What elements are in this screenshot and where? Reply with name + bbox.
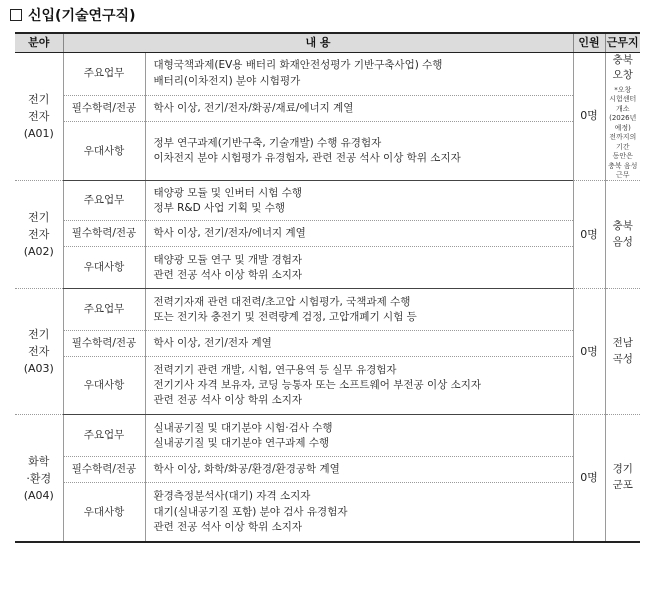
field-line: 화학 <box>28 454 50 468</box>
table-row <box>15 221 640 247</box>
location-note-line: 예정) <box>614 123 631 132</box>
location-note-line: (2026년 <box>609 114 637 123</box>
content-line: 학사 이상, 전기/전자 계열 <box>153 337 272 350</box>
content-line: 대형국책과제(EV용 배터리 화재안전성평가 기반구축사업) 수행 <box>153 59 443 72</box>
category-label: 필수학력/전공 <box>63 457 145 483</box>
category-label: 필수학력/전공 <box>63 221 145 247</box>
content-line: 대기(실내공기질 포함) 분야 검사 유경험자 <box>153 505 348 518</box>
category-label: 필수학력/전공 <box>63 95 145 121</box>
content-cell <box>145 247 573 289</box>
field-line: 전기 <box>28 92 50 106</box>
category-label: 우대사항 <box>63 121 145 180</box>
field-line: 전기 <box>28 328 50 342</box>
location-line: 군포 <box>612 479 633 492</box>
category-label: 우대사항 <box>63 483 145 542</box>
work-location <box>605 289 640 415</box>
location-note-line: 전까지의 <box>609 133 637 142</box>
location-note <box>606 86 641 180</box>
location-line: 충북 <box>612 53 633 66</box>
location-line: 경기 <box>612 463 633 476</box>
category-label: 우대사항 <box>63 357 145 415</box>
location-line: 음성 <box>612 235 633 248</box>
staff-count: 0명 <box>573 289 605 415</box>
field-line: ·환경 <box>26 471 52 485</box>
content-cell <box>145 331 573 357</box>
content-line: 태양광 모듈 및 인버터 시험 수행 <box>153 186 303 199</box>
table-row <box>15 357 640 415</box>
table-row <box>15 247 640 289</box>
content-line: 관련 전공 석사 이상 학위 소지자 <box>153 394 303 407</box>
location-line: 오창 <box>612 69 633 82</box>
content-line: 환경측정분석사(대기) 자격 소지자 <box>153 490 311 503</box>
field-line: (A04) <box>23 488 54 502</box>
table-row <box>15 331 640 357</box>
checkbox-square-icon <box>10 9 22 21</box>
header-content: 내 용 <box>63 33 573 52</box>
recruitment-table <box>15 32 640 543</box>
work-location <box>605 52 640 181</box>
content-line: 전기기사 자격 보유자, 코딩 능통자 또는 소프트웨어 부전공 이상 소지자 <box>153 379 482 392</box>
field-cell <box>15 181 63 289</box>
location-note-line: 기간 <box>615 142 630 151</box>
location-note-line: 동안은 <box>612 152 633 161</box>
location-line: 전남 <box>612 337 633 350</box>
location-note-line: 개소 <box>615 104 630 113</box>
content-line: 정부 R&D 사업 기획 및 수행 <box>153 201 286 214</box>
location-note-line: 근무 <box>615 170 630 179</box>
content-cell <box>145 357 573 415</box>
content-line: 또는 전기차 충전기 및 전력량계 검정, 고압개폐기 시험 등 <box>153 310 417 323</box>
content-line: 전력기기 관련 개발, 시험, 연구용역 등 실무 유경험자 <box>153 364 397 377</box>
content-cell <box>145 289 573 331</box>
field-line: 전자 <box>28 228 50 242</box>
section-title-text: 신입(기술연구직) <box>28 8 136 24</box>
content-line: 이차전지 분야 시험평가 유경험자, 관련 전공 석사 이상 학위 소지자 <box>153 152 461 165</box>
content-cell <box>145 52 573 95</box>
content-line: 학사 이상, 전기/전자/에너지 계열 <box>153 227 306 240</box>
content-line: 학사 이상, 화학/화공/환경/환경공학 계열 <box>153 463 340 476</box>
table-row <box>15 181 640 221</box>
table-row <box>15 52 640 95</box>
field-line: (A01) <box>23 126 54 140</box>
content-cell <box>145 457 573 483</box>
content-line: 배터리(이차전지) 분야 시험평가 <box>153 74 301 87</box>
work-location <box>605 415 640 542</box>
content-line: 태양광 모듈 연구 및 개발 경험자 <box>153 253 303 266</box>
field-line: 전자 <box>28 345 50 359</box>
table-row <box>15 457 640 483</box>
table-body <box>15 52 640 542</box>
field-cell <box>15 289 63 415</box>
staff-count: 0명 <box>573 52 605 181</box>
table-header-row <box>15 33 640 52</box>
header-field: 분야 <box>15 33 63 52</box>
category-label: 주요업무 <box>63 415 145 457</box>
category-label: 우대사항 <box>63 247 145 289</box>
content-line: 관련 전공 석사 이상 학위 소지자 <box>153 268 303 281</box>
field-cell <box>15 52 63 181</box>
content-line: 관련 전공 석사 이상 학위 소지자 <box>153 520 303 533</box>
table-row <box>15 121 640 180</box>
content-cell <box>145 483 573 542</box>
content-cell <box>145 181 573 221</box>
content-line: 실내공기질 및 대기분야 시험·검사 수행 <box>153 421 333 434</box>
location-line: 충북 <box>612 220 633 233</box>
location-note-line: 시험센터 <box>609 95 637 104</box>
category-label: 주요업무 <box>63 52 145 95</box>
table-row <box>15 95 640 121</box>
location-note-line: 충북 음성 <box>608 161 638 170</box>
section-title <box>10 5 135 25</box>
header-location: 근무지 <box>605 33 640 52</box>
content-line: 정부 연구과제(기반구축, 기술개발) 수행 유경험자 <box>153 136 382 149</box>
category-label: 필수학력/전공 <box>63 331 145 357</box>
content-cell <box>145 95 573 121</box>
header-staff: 인원 <box>573 33 605 52</box>
work-location <box>605 181 640 289</box>
category-label: 주요업무 <box>63 289 145 331</box>
field-line: (A02) <box>23 245 54 259</box>
content-line: 실내공기질 및 대기분야 연구과제 수행 <box>153 436 330 449</box>
location-note-line: *오창 <box>614 86 632 94</box>
table-row <box>15 415 640 457</box>
table-row <box>15 483 640 542</box>
content-cell <box>145 221 573 247</box>
staff-count: 0명 <box>573 415 605 542</box>
field-line: (A03) <box>23 362 54 376</box>
content-cell <box>145 415 573 457</box>
table-row <box>15 289 640 331</box>
staff-count: 0명 <box>573 181 605 289</box>
field-line: 전자 <box>28 109 50 123</box>
location-line: 곡성 <box>612 352 633 365</box>
field-cell <box>15 415 63 542</box>
category-label: 주요업무 <box>63 181 145 221</box>
content-line: 학사 이상, 전기/전자/화공/재료/에너지 계열 <box>153 101 354 114</box>
content-cell <box>145 121 573 180</box>
content-line: 전력기자재 관련 대전력/초고압 시험평가, 국책과제 수행 <box>153 295 411 308</box>
field-line: 전기 <box>28 211 50 225</box>
